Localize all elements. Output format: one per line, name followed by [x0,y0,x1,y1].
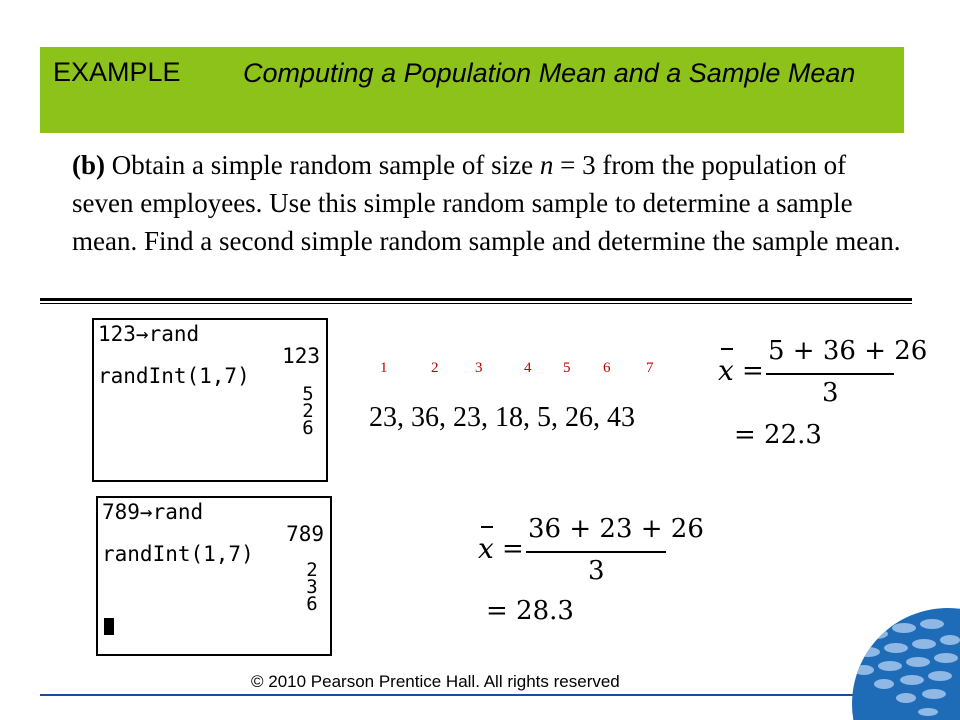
problem-text-1: Obtain a simple random sample of size [111,150,534,180]
mean1-numerator: 5 + 36 + 26 [768,336,928,366]
calc1-results [298,383,318,439]
calc1-result: 5 [302,383,314,405]
calc2-randint: randInt(1,7) [102,542,254,566]
divider-thin [40,303,912,304]
xbar-symbol: x [478,532,494,565]
sample-mean-2 [472,512,704,632]
calc1-result: 2 [302,400,314,422]
example-title: Computing a Population Mean and a Sample Mean [243,58,856,88]
xbar-symbol: x [718,354,734,387]
fraction-bar [526,551,666,553]
pearson-logo-icon [848,604,960,720]
divider-thick [40,298,912,301]
population-index: 6 [603,360,611,376]
example-label: EXAMPLE [53,57,181,87]
population-index: 5 [563,360,571,376]
calc2-result: 3 [306,576,318,598]
problem-text-2: = 3 from the population of seven employees. Use this simple random sample to determine a sample mean. Find a second simple random sample and determine the sample mean. [72,150,901,256]
equals-sign: = [742,356,764,386]
calc2-command: 789→rand [102,500,204,524]
calc1-result: 6 [302,417,314,439]
population-index: 2 [431,360,439,376]
mean2-result: = 28.3 [486,596,574,626]
calc1-seed-result: 123 [282,344,320,368]
problem-statement [72,146,912,260]
mean2-numerator: 36 + 23 + 26 [528,514,704,544]
population-index: 3 [475,360,483,376]
copyright-text: © 2010 Pearson Prentice Hall. All rights reserved [251,672,620,691]
calc1-command: 123→rand [98,322,200,346]
mean1-denominator: 3 [822,378,839,408]
sample-mean-1 [712,336,928,456]
footer-rule [40,694,912,696]
calculator-screen-2 [96,496,332,656]
xbar-overline [721,348,733,350]
calculator-screen-1 [92,318,328,482]
equals-sign: = [502,534,524,564]
population-index: 7 [646,360,654,376]
mean1-result: = 22.3 [734,420,822,450]
fraction-bar [766,373,894,375]
header-bar [40,47,904,133]
cursor-block [104,618,114,635]
calc2-result: 6 [306,593,318,615]
part-label: (b) [72,150,105,180]
calc2-results [302,559,322,615]
xbar-overline [481,526,493,528]
mean2-denominator: 3 [588,556,605,586]
population-index: 1 [380,360,388,376]
population-index: 4 [524,360,532,376]
population-values: 23, 36, 23, 18, 5, 26, 43 [369,402,635,433]
calc1-randint: randInt(1,7) [98,364,250,388]
calc2-seed-result: 789 [286,522,324,546]
n-variable: n [539,150,554,180]
calc2-result: 2 [306,559,318,581]
